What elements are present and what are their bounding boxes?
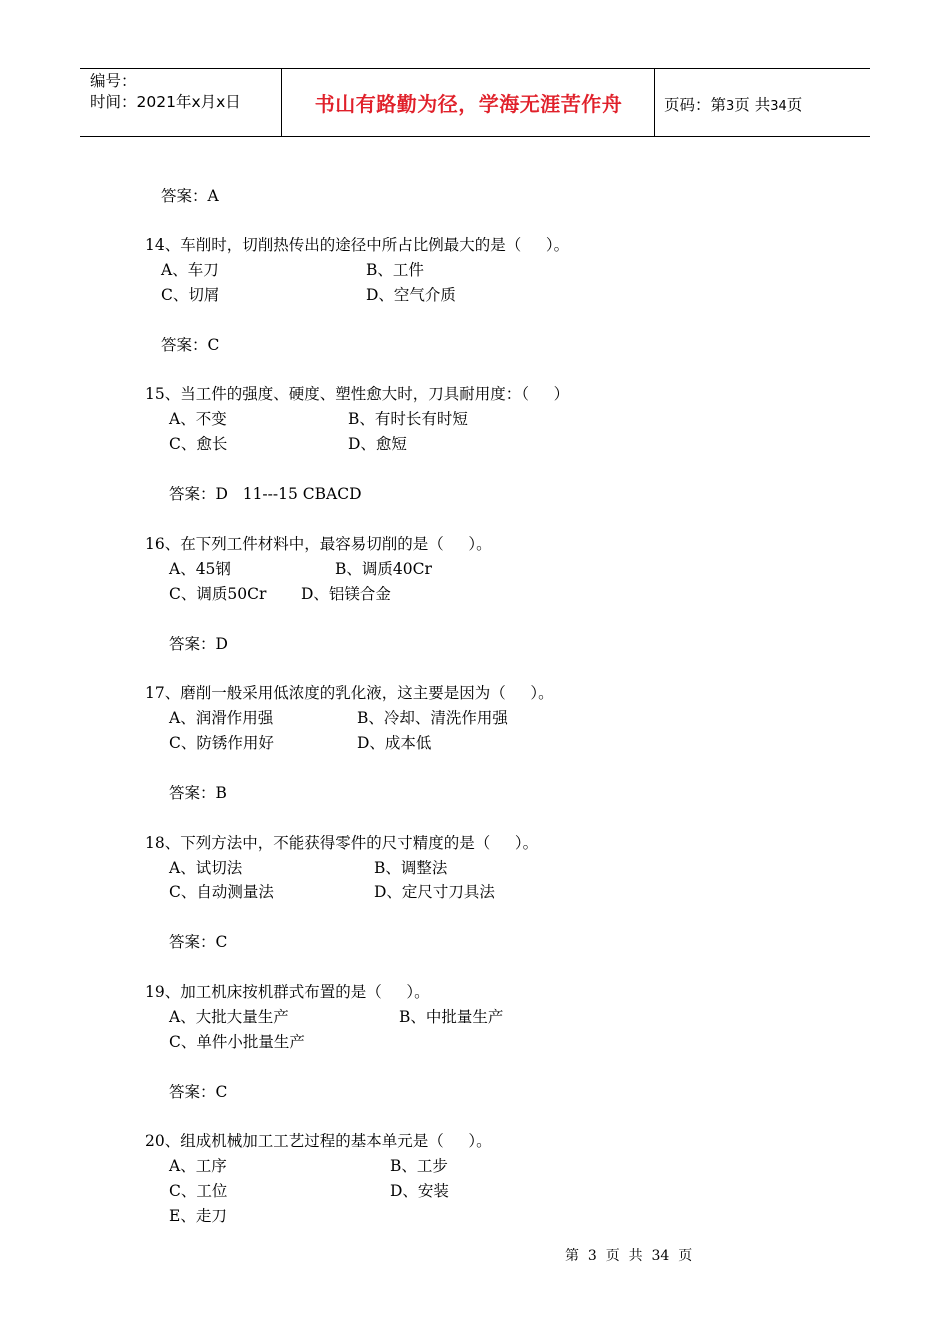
page-prefix: 页码：第 — [664, 96, 727, 114]
answer-17: 答案：B — [169, 784, 227, 802]
option-c: C、愈长 — [169, 435, 228, 453]
answer-15: 答案：D 11---15 CBACD — [169, 485, 362, 503]
question-17-stem: 17、磨削一般采用低浓度的乳化液，这主要是因为（ ）。 — [145, 684, 554, 702]
question-18-stem: 18、下列方法中，不能获得零件的尺寸精度的是（ ）。 — [145, 834, 539, 852]
number-label: 编号： — [90, 72, 137, 90]
header-page-info — [664, 93, 802, 115]
header-motto: 书山有路勤为径，学海无涯苦作舟 — [314, 92, 623, 116]
option-a: A、润滑作用强 — [169, 709, 274, 727]
question-19-stem: 19、加工机床按机群式布置的是（ ）。 — [145, 983, 430, 1001]
answer-18: 答案：C — [169, 933, 228, 951]
option-c: C、调质50Cr — [169, 585, 267, 603]
option-b: B、中批量生产 — [399, 1008, 504, 1026]
option-b: B、有时长有时短 — [348, 410, 468, 428]
question-20-stem: 20、组成机械加工工艺过程的基本单元是（ ）。 — [145, 1132, 492, 1150]
option-c: C、切屑 — [161, 286, 220, 304]
document-header — [80, 68, 870, 137]
answer-16: 答案：D — [169, 635, 228, 653]
option-e: E、走刀 — [169, 1207, 227, 1225]
option-c: C、单件小批量生产 — [169, 1033, 305, 1051]
page-suffix: 页 — [786, 96, 803, 114]
option-a: A、不变 — [169, 410, 227, 428]
option-b: B、调质40Cr — [335, 560, 432, 578]
option-b: B、工步 — [390, 1157, 448, 1175]
time-label: 时间：2021年x月x日 — [90, 93, 241, 111]
option-b: B、调整法 — [374, 859, 448, 877]
answer-13: 答案：A — [161, 187, 219, 205]
option-a: A、大批大量生产 — [169, 1008, 289, 1026]
page-total: 34 — [770, 99, 787, 114]
option-a: A、试切法 — [169, 859, 243, 877]
option-d: D、铝镁合金 — [301, 585, 391, 603]
header-divider — [654, 69, 655, 136]
option-a: A、车刀 — [161, 261, 219, 279]
option-a: A、工序 — [169, 1157, 227, 1175]
answer-14: 答案：C — [161, 336, 220, 354]
page-mid: 页 共 — [734, 96, 771, 114]
page-footer: 第 3 页 共 34 页 — [565, 1248, 693, 1264]
option-c: C、自动测量法 — [169, 883, 274, 901]
option-d: D、定尺寸刀具法 — [374, 883, 495, 901]
question-16-stem: 16、在下列工件材料中，最容易切削的是（ ）。 — [145, 535, 492, 553]
option-c: C、防锈作用好 — [169, 734, 274, 752]
option-d: D、成本低 — [357, 734, 432, 752]
header-meta — [90, 71, 241, 113]
option-a: A、45钢 — [169, 560, 231, 578]
option-d: D、空气介质 — [366, 286, 456, 304]
question-15-stem: 15、当工件的强度、硬度、塑性愈大时，刀具耐用度：（ ） — [145, 385, 570, 403]
page-current: 3 — [726, 99, 735, 114]
option-c: C、工位 — [169, 1182, 228, 1200]
option-b: B、工件 — [366, 261, 424, 279]
option-d: D、愈短 — [348, 435, 407, 453]
question-14-stem: 14、车削时，切削热传出的途径中所占比例最大的是（ ）。 — [145, 236, 570, 254]
option-b: B、冷却、清洗作用强 — [357, 709, 508, 727]
answer-19: 答案：C — [169, 1083, 228, 1101]
option-d: D、安装 — [390, 1182, 449, 1200]
